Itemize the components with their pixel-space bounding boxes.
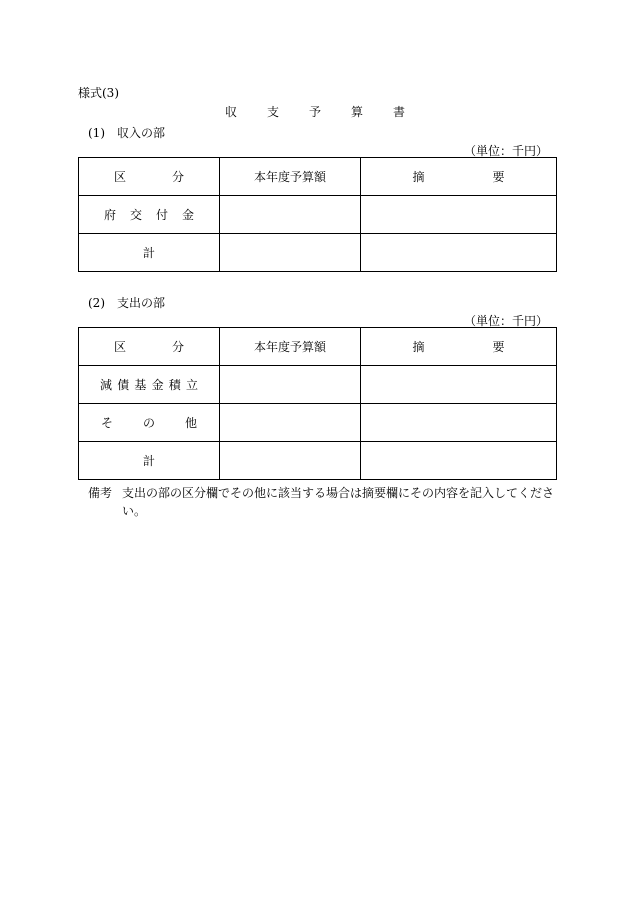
title-char: 書: [392, 105, 405, 119]
remarks-text-line1: 支出の部の区分欄でその他に該当する場合は摘要欄にその内容を記入してくださ: [122, 486, 555, 500]
form-number: 様式(3): [78, 86, 119, 100]
amount-cell[interactable]: [220, 442, 361, 480]
title-char: 予: [308, 105, 321, 119]
expense-section-heading: (2) 支出の部: [88, 296, 165, 310]
table-row: [79, 404, 557, 442]
income-section-heading: (1) 収入の部: [88, 126, 165, 140]
title-char: 算: [350, 105, 363, 119]
tekiyo-cell[interactable]: [361, 234, 557, 272]
remarks-label: 備考: [88, 486, 113, 500]
header-amount: 本年度予算額: [220, 158, 361, 196]
header-tekiyo: 摘 要: [361, 158, 557, 196]
table-header-row: [79, 328, 557, 366]
header-tekiyo: 摘 要: [361, 328, 557, 366]
header-kubun: 区 分: [79, 328, 220, 366]
tekiyo-cell[interactable]: [361, 404, 557, 442]
tekiyo-cell[interactable]: [361, 366, 557, 404]
income-unit-label: （単位：千円）: [463, 144, 548, 158]
amount-cell[interactable]: [220, 404, 361, 442]
expense-table: [78, 327, 557, 480]
row-label-fukofukin: 府 交 付 金: [79, 196, 220, 234]
amount-cell[interactable]: [220, 366, 361, 404]
header-amount: 本年度予算額: [220, 328, 361, 366]
title-char: 支: [266, 105, 279, 119]
row-label-total: 計: [79, 234, 220, 272]
table-header-row: [79, 158, 557, 196]
header-kubun: 区 分: [79, 158, 220, 196]
expense-unit-label: （単位：千円）: [463, 314, 548, 328]
row-label-gensai-kikin: 減 債 基 金 積 立: [79, 366, 220, 404]
tekiyo-cell[interactable]: [361, 196, 557, 234]
table-row: [79, 366, 557, 404]
title-char: 収: [224, 105, 237, 119]
remarks-note: [88, 484, 558, 520]
table-row: [79, 196, 557, 234]
table-row: [79, 234, 557, 272]
document-title: [0, 103, 630, 120]
remarks-text-line2: い。: [122, 504, 147, 518]
income-table: [78, 157, 557, 272]
amount-cell[interactable]: [220, 196, 361, 234]
table-row: [79, 442, 557, 480]
tekiyo-cell[interactable]: [361, 442, 557, 480]
row-label-total: 計: [79, 442, 220, 480]
row-label-sonota: そ の 他: [79, 404, 220, 442]
amount-cell[interactable]: [220, 234, 361, 272]
